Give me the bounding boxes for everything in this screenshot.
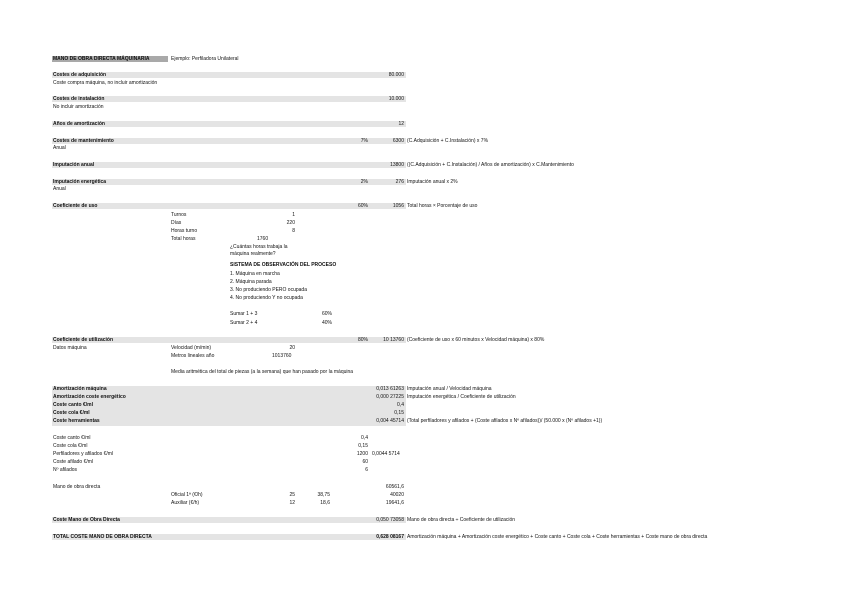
coste-mano-obra-label: Coste Mano de Obra Directa <box>53 517 120 523</box>
imputacion-anual-value: 13800 <box>390 162 404 168</box>
detalle-v2: 0,0044 5714 <box>372 451 400 457</box>
detalle-label: Perfiladores y afilados €/ml <box>53 451 114 457</box>
row-band <box>52 96 406 102</box>
mantenimiento-note: Anual <box>53 145 66 151</box>
adquisicion-note: Coste compra máquina, no incluir amortización <box>53 80 158 86</box>
velocidad-value: 20 <box>289 345 295 351</box>
auxiliar-total: 19641,6 <box>385 500 404 506</box>
auxiliar-factor: 18,6 <box>320 500 330 506</box>
sumar-24-value: 40% <box>321 320 332 326</box>
velocidad-label: Velocidad (m/min) <box>171 345 212 351</box>
instalacion-note: No incluir amortización <box>53 104 104 110</box>
sumar-13-label: Sumar 1 + 3 <box>230 311 258 317</box>
oficial-label: Oficial 1ª (€/h) <box>171 492 203 498</box>
amort-maquina-value: 0,013 61263 <box>376 386 404 392</box>
imputacion-energetica-value: 276 <box>395 179 404 185</box>
coef-utilizacion-value: 10 13760 <box>383 337 404 343</box>
amortizacion-label: Años de amortización <box>53 121 105 127</box>
sheet-title: MANO DE OBRA DIRECTA MÁQUINARIA <box>53 56 150 62</box>
coef-uso-label: Coeficiente de uso <box>53 203 98 209</box>
coste-mano-obra-formula: Mano de obra directa ÷ Coeficiente de utilización <box>407 517 516 523</box>
question-line-2: máquina realmente? <box>230 251 276 257</box>
detalle-v1: 0,4 <box>361 435 368 441</box>
total-formula: Amortización máquina + Amortización coste energético + Coste canto + Coste cola + Coste herramientas + Coste mano de obra directa <box>407 534 708 540</box>
coste-herramientas-formula: (Total perfiladores y afilados + (Coste afilados x Nº afilados))/ (50.000 x (Nº afilados +1)) <box>407 418 603 424</box>
turnos-label: Turnos <box>171 212 187 218</box>
detalle-v1: 0,15 <box>358 443 368 449</box>
sistema-title: SISTEMA DE OBSERVACIÓN DEL PROCESO <box>230 262 337 268</box>
instalacion-label: Costes de instalación <box>53 96 105 102</box>
media-note: Media aritmética del total de piezas (a la semana) que han pasado por la máquina <box>171 369 354 375</box>
detalle-label: Nº afilados <box>53 467 78 473</box>
imputacion-energetica-label: Imputación energética <box>53 179 107 185</box>
mantenimiento-label: Costes de mantenimiento <box>53 138 114 144</box>
amort-energetico-value: 0,000 27225 <box>376 394 404 400</box>
horas-turno-label: Horas turno <box>171 228 198 234</box>
detalle-v1: 1200 <box>356 451 368 457</box>
auxiliar-label: Auxiliar (€/h) <box>171 500 200 506</box>
horas-turno-value: 8 <box>292 228 295 234</box>
total-label: TOTAL COSTE MANO DE OBRA DIRECTA <box>53 534 152 540</box>
sistema-item: 1. Máquina en marcha <box>230 271 280 277</box>
imputacion-anual-label: Imputación anual <box>53 162 95 168</box>
datos-maquina-label: Datos máquina <box>53 345 87 351</box>
oficial-total: 40020 <box>390 492 404 498</box>
turnos-value: 1 <box>292 212 295 218</box>
coef-uso-value: 1056 <box>392 203 404 209</box>
sistema-item: 3. No produciendo PERO ocupada <box>230 287 307 293</box>
total-horas-value: 1760 <box>257 236 269 242</box>
amort-energetico-label: Amortización coste energético <box>53 394 126 400</box>
sumar-13-value: 60% <box>321 311 332 317</box>
dias-label: Días <box>171 220 182 226</box>
metros-label: Metros lineales año <box>171 353 215 359</box>
group-band <box>52 386 406 426</box>
coste-canto-value: 0,4 <box>397 402 404 408</box>
detalle-v1: 6 <box>365 467 368 473</box>
mantenimiento-pct: 7% <box>360 138 368 144</box>
detalle-label: Coste afilado €/ml <box>53 459 94 465</box>
coef-utilizacion-formula: (Coeficiente de uso x 60 minutos x Velocidad máquina) x 80% <box>407 337 545 343</box>
sumar-24-label: Sumar 2 + 4 <box>230 320 258 326</box>
imputacion-energetica-formula: Imputación anual x 2% <box>407 179 458 185</box>
detalle-v1: 60 <box>362 459 368 465</box>
coste-cola-value: 0,15 <box>394 410 404 416</box>
imputacion-energetica-pct: 2% <box>360 179 368 185</box>
dias-value: 220 <box>286 220 295 226</box>
sistema-item: 2. Máquina parada <box>230 279 272 285</box>
amort-energetico-formula: Imputación energética / Coeficiente de utilización <box>407 394 516 400</box>
coef-utilizacion-label: Coeficiente de utilización <box>53 337 114 343</box>
amort-maquina-label: Amortización máquina <box>53 386 107 392</box>
question-line-1: ¿Cuántas horas trabaja la <box>230 244 288 250</box>
mano-obra-total: 60561,6 <box>385 484 404 490</box>
coef-utilizacion-pct: 80% <box>357 337 368 343</box>
coste-herramientas-label: Coste herramientas <box>53 418 100 424</box>
total-horas-label: Total horas <box>171 236 196 242</box>
instalacion-value: 10.000 <box>388 96 404 102</box>
coste-herramientas-value: 0,004 45714 <box>376 418 404 424</box>
mantenimiento-formula: (C.Adquisición + C.Instalación) x 7% <box>407 138 489 144</box>
row-band <box>52 121 406 127</box>
detalle-label: Coste cola €/ml <box>53 443 88 449</box>
adquisicion-label: Costes de adquisición <box>53 72 107 78</box>
mantenimiento-value: 6300 <box>392 138 404 144</box>
coste-mano-obra-value: 0,050 73058 <box>376 517 404 523</box>
coste-cola-label: Coste cola €/ml <box>53 410 90 416</box>
row-band <box>52 162 406 168</box>
oficial-rate: 25 <box>289 492 295 498</box>
coef-uso-pct: 60% <box>357 203 368 209</box>
detalle-label: Coste canto €/ml <box>53 435 91 441</box>
coste-canto-label: Coste canto €/ml <box>53 402 94 408</box>
total-value: 0,628 08167 <box>376 534 404 540</box>
metros-value: 1013760 <box>272 353 292 359</box>
mano-obra-label: Mano de obra directa <box>53 484 101 490</box>
imputacion-energetica-note: Anual <box>53 186 66 192</box>
adquisicion-value: 80.000 <box>388 72 404 78</box>
oficial-factor: 38,75 <box>317 492 330 498</box>
auxiliar-rate: 12 <box>289 500 295 506</box>
amort-maquina-formula: Imputación anual / Velocidad máquina <box>407 386 492 392</box>
imputacion-anual-formula: ((C.Adquisición + C.Instalación) / Años de amortización) x C.Mantenimiento <box>407 162 574 168</box>
amortizacion-value: 12 <box>398 121 404 127</box>
sistema-item: 4. No produciendo Y no ocupada <box>230 295 303 301</box>
coef-uso-formula: Total horas × Porcentaje de uso <box>407 203 478 209</box>
example-label: Ejemplo: Perfiladora Unilateral <box>171 56 239 62</box>
